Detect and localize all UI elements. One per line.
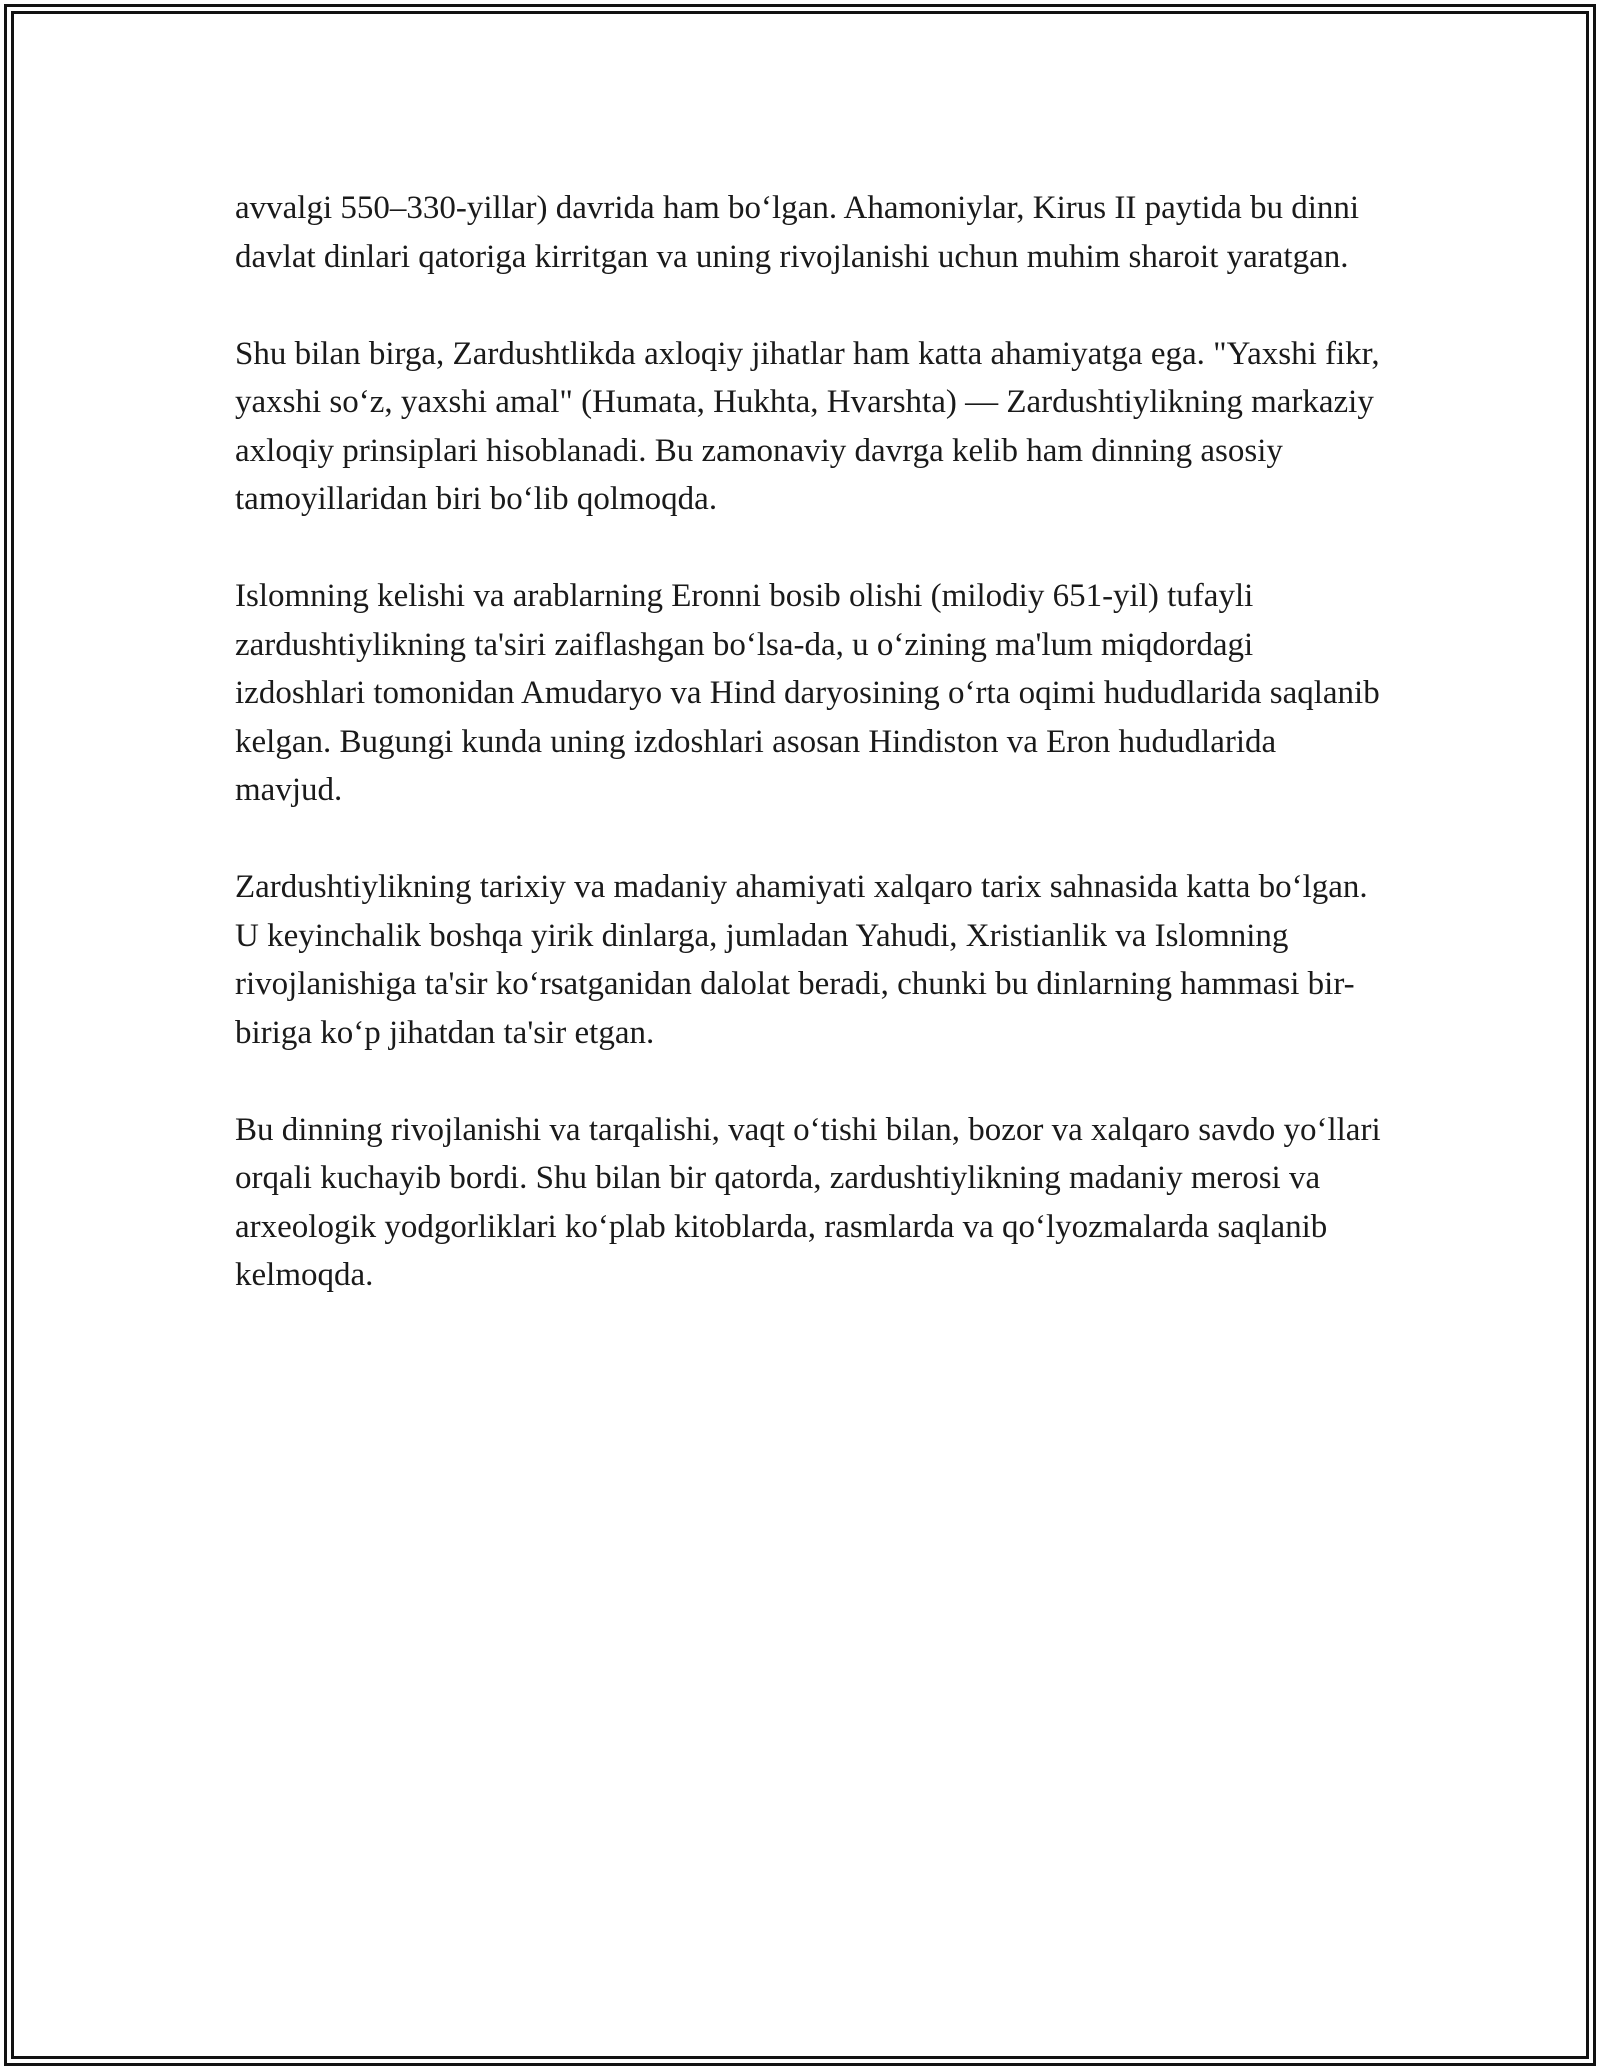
paragraph-2: Shu bilan birga, Zardushtlikda axloqiy jihatlar ham katta ahamiyatga ega. "Yaxshi fikr, yaxshi soʻz, yaxshi amal" (Humata, Hukhta, Hvarshta) — Zardushtiylikning markaziy axloqiy prinsiplari hisoblanadi. Bu zamonaviy davrga kelib ham dinning asosiy tamoyillaridan biri boʻlib qolmoqda. <box>235 335 1380 517</box>
paragraph-1: avvalgi 550–330-yillar) davrida ham boʻlgan. Ahamoniylar, Kirus II paytida bu dinni davlat dinlari qatoriga kirritgan va uning rivojlanishi uchun muhim sharoit yaratgan. <box>235 190 1360 275</box>
paragraph-3: Islomning kelishi va arablarning Eronni bosib olishi (milodiy 651-yil) tufayli zardushtiylikning ta'siri zaiflashgan boʻlsa-da, u oʻzining ma'lum miqdordagi izdoshlari tomonidan Amudaryo va Hind daryosining oʻrta oqimi hududlarida saqlanib kelgan. Bugungi kunda uning izdoshlari asosan Hindiston va Eron hududlarida mavjud. <box>235 578 1380 808</box>
paragraph-4: Zardushtiylikning tarixiy va madaniy ahamiyati xalqaro tarix sahnasida katta boʻlgan. U keyinchalik boshqa yirik dinlarga, jumladan Yahudi, Xristianlik va Islomning rivojlanishiga ta'sir koʻrsatganidan dalolat beradi, chunki bu dinlarning hammasi bir-biriga koʻp jihatdan ta'sir etgan. <box>235 869 1368 1051</box>
paragraph-5: Bu dinning rivojlanishi va tarqalishi, vaqt oʻtishi bilan, bozor va xalqaro savdo yoʻllari orqali kuchayib bordi. Shu bilan bir qatorda, zardushtiylikning madaniy merosi va arxeologik yodgorliklari koʻplab kitoblarda, rasmlarda va qoʻlyozmalarda saqlanib kelmoqda. <box>235 1111 1381 1293</box>
document-body <box>235 184 1385 1348</box>
